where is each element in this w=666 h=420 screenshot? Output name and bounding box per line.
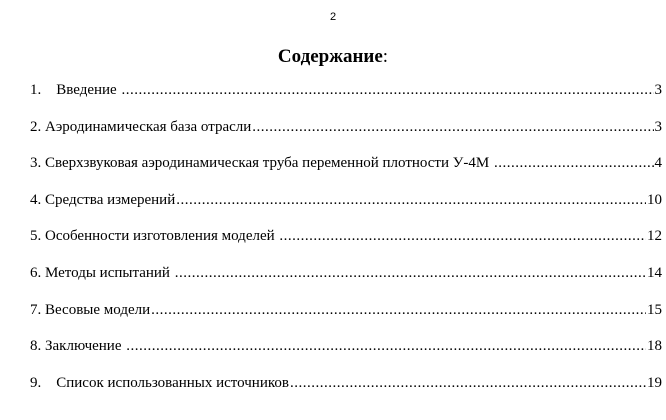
toc-item-page: 10 <box>647 191 662 208</box>
toc-item-conclusion[interactable] <box>30 336 662 373</box>
toc-item-page: 4 <box>654 155 662 172</box>
toc-dot-leader <box>151 300 646 320</box>
toc-item-model-manufacturing[interactable] <box>30 226 662 263</box>
toc-item-page: 3 <box>654 82 662 98</box>
toc-item-introduction[interactable] <box>30 80 662 117</box>
toc-item-title: 9. Список использованных источников <box>30 374 289 391</box>
toc-dot-leader <box>252 117 653 137</box>
toc-item-title: 4. Средства измерений <box>30 191 176 208</box>
toc-title-text: Содержание <box>277 46 383 67</box>
toc-dot-leader <box>126 336 646 356</box>
toc-item-page: 19 <box>647 374 662 391</box>
toc-item-page: 18 <box>647 338 662 355</box>
toc-item-title: 2. Аэродинамическая база отрасли <box>30 118 252 135</box>
toc-title <box>0 45 666 69</box>
toc-dot-leader <box>121 80 653 100</box>
toc-item-aerodynamic-base[interactable] <box>30 117 662 154</box>
toc-item-page: 15 <box>647 301 662 318</box>
toc-item-page: 3 <box>654 118 662 135</box>
toc-list <box>30 80 662 409</box>
toc-item-weight-models[interactable] <box>30 300 662 337</box>
toc-item-page: 14 <box>647 264 662 281</box>
toc-item-title: 3. Сверхзвуковая аэродинамическая труба переменной плотности У-4М <box>30 155 493 172</box>
toc-item-title: 5. Особенности изготовления моделей <box>30 228 279 245</box>
toc-item-test-methods[interactable] <box>30 263 662 300</box>
toc-item-supersonic-tunnel[interactable] <box>30 153 662 190</box>
toc-dot-leader <box>494 153 654 173</box>
toc-dot-leader <box>176 190 646 210</box>
toc-dot-leader <box>290 373 646 393</box>
toc-item-title: 6. Методы испытаний <box>30 264 174 281</box>
toc-item-title: 8. Заключение <box>30 338 126 355</box>
toc-dot-leader <box>175 263 646 283</box>
toc-item-references[interactable] <box>30 373 662 410</box>
toc-dot-leader <box>279 226 646 246</box>
toc-item-title: 7. Весовые модели <box>30 301 151 318</box>
page-number: 2 <box>329 11 337 23</box>
toc-item-page: 12 <box>647 228 662 245</box>
toc-item-measurement-tools[interactable] <box>30 190 662 227</box>
toc-title-colon: : <box>382 46 389 67</box>
toc-item-title: 1. Введение <box>30 82 121 98</box>
